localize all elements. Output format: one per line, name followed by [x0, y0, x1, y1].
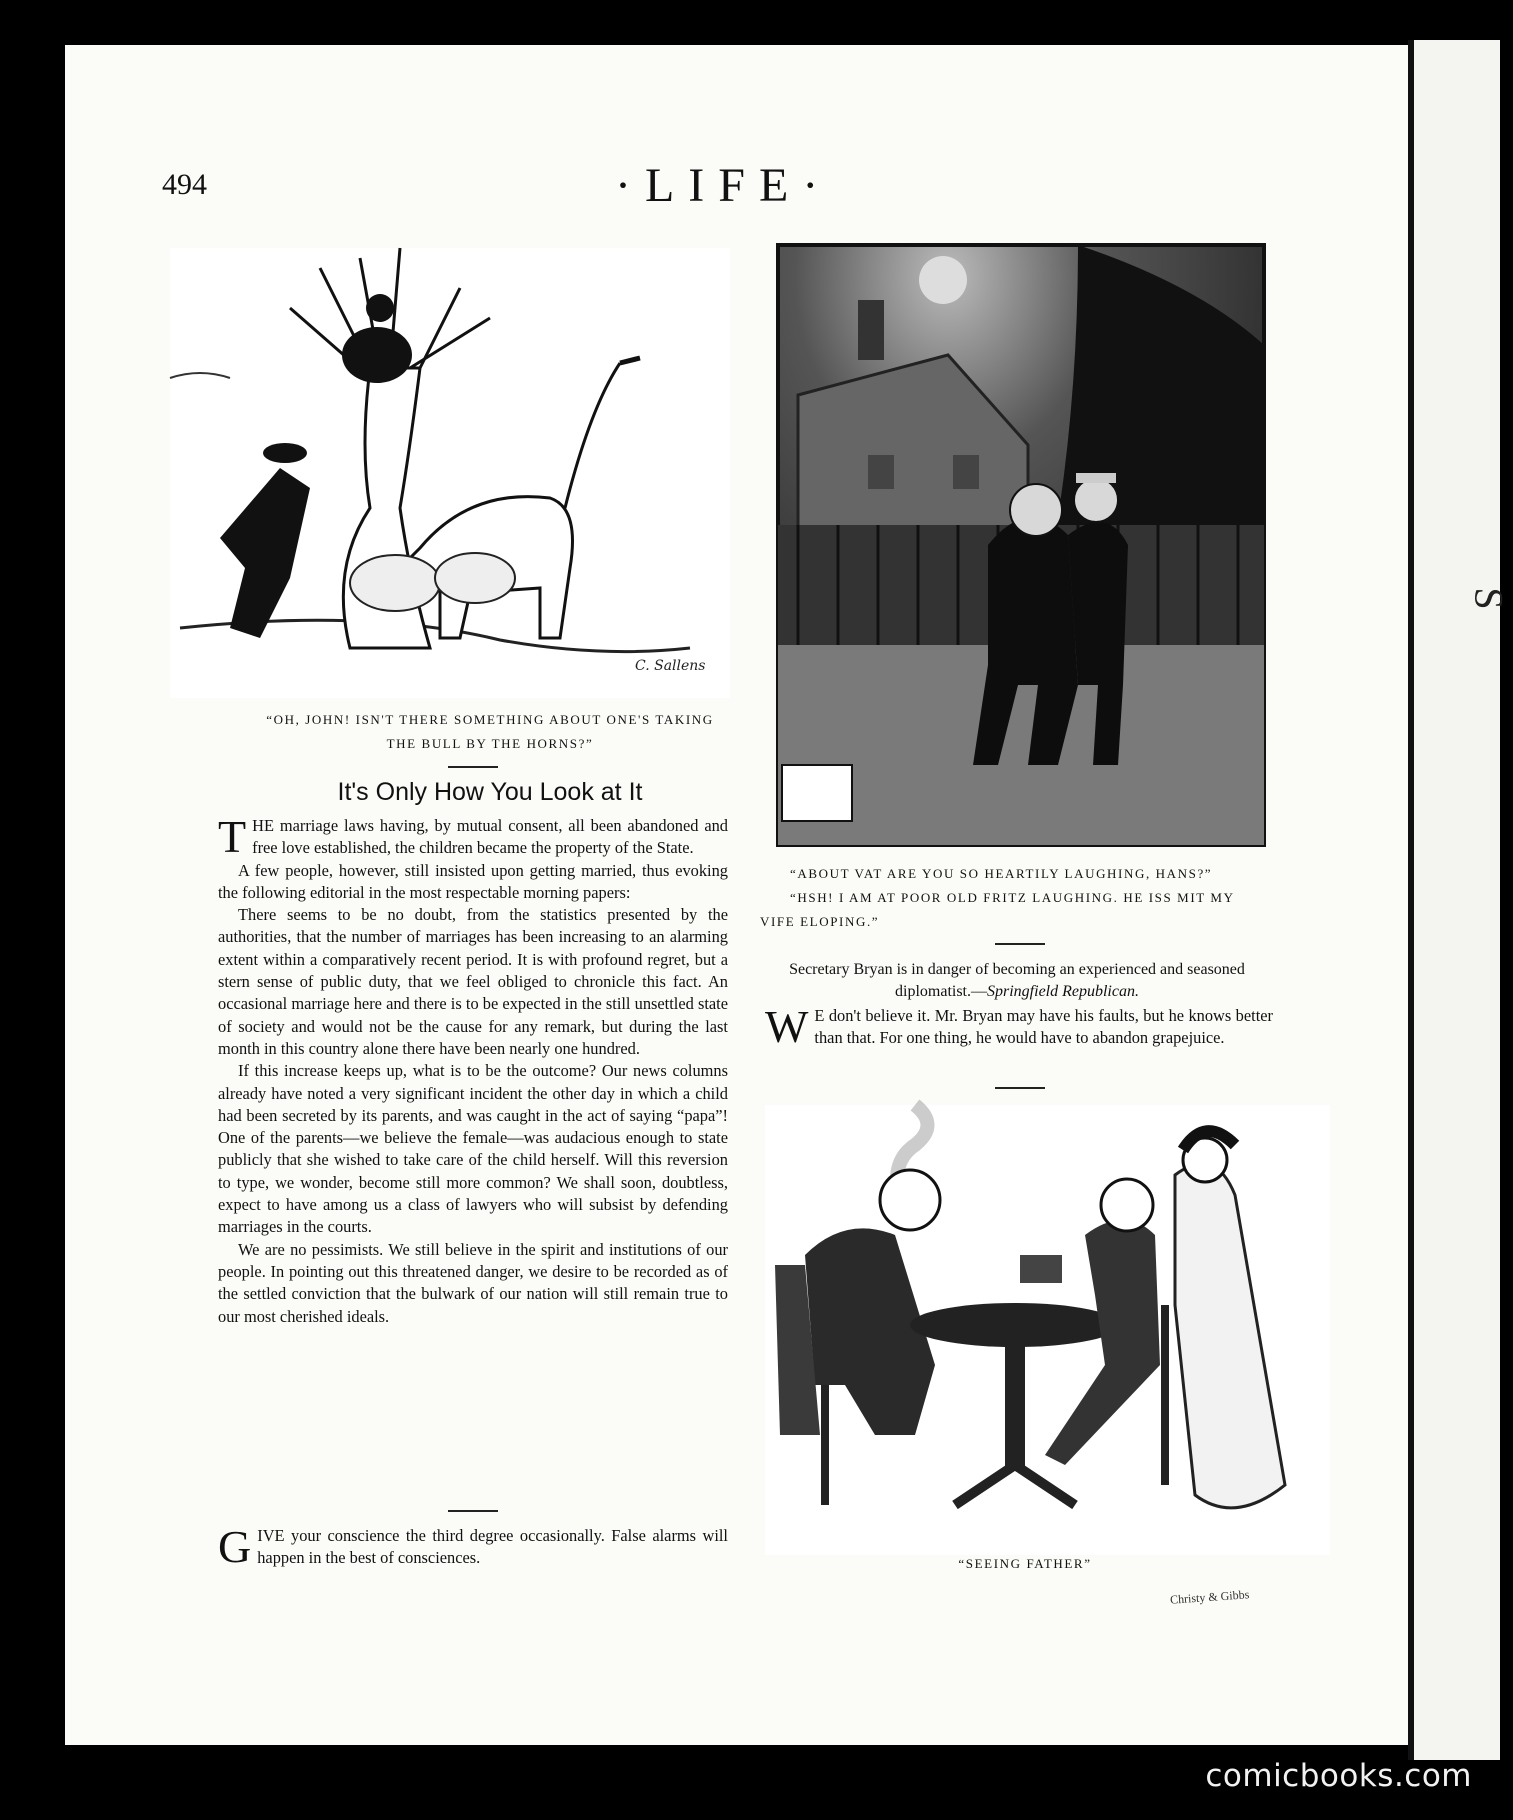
- filler-text-body: IVE your conscience the third degree occasionally. False alarms will happen in the best of consciences.: [257, 1526, 728, 1568]
- bryan-quote-source: Springfield Republican.: [987, 983, 1139, 1000]
- article-paragraph-1: [218, 811, 728, 862]
- article-paragraph-3: There seems to be no doubt, from the statistics presented by the authorities, that the number of marriages has been increasing to an alarming extent within a comparatively recent period. It is with profound regret, but a stern sense of public duty, that we feel obliged to chronicle this fact. An occasional marriage here and there is to be expected in the still unsettled state of society and would not be the cause for any remark, but during the last month in this country alone there have been nearly one hundred.: [218, 905, 728, 1058]
- bull-cartoon-illustration: [170, 248, 730, 698]
- article-paragraph-5: We are no pessimists. We still believe in the spirit and institutions of our people. In pointing out this threatened danger, we desire to be recorded as of the settled conviction that the bulwark of our nation will still remain true to our most cherished ideals.: [218, 1239, 728, 1326]
- drop-cap: W: [765, 1001, 809, 1052]
- filler-text: [218, 1521, 728, 1572]
- facing-page-edge: [1414, 40, 1500, 1760]
- svg-text:C. Sallens: C. Sallens: [635, 658, 706, 674]
- masthead: ·LIFE·: [615, 159, 833, 212]
- night-caption-line-1: “ABOUT VAT ARE YOU SO HEARTILY LAUGHING, HANS?”: [790, 866, 1213, 881]
- bull-caption-line-1: “OH, JOHN! ISN'T THERE SOMETHING ABOUT ONE'S TAKING: [266, 712, 714, 727]
- bryan-quote: [762, 959, 1272, 1003]
- divider-rule: [448, 1510, 498, 1512]
- card-game-illustration: [765, 1105, 1330, 1555]
- divider-rule: [448, 766, 498, 768]
- bryan-reply-text: [765, 1001, 1273, 1052]
- article-paragraph-2: A few people, however, still insisted upon getting married, thus evoking the following editorial in the most respectable morning papers:: [218, 860, 728, 902]
- drop-cap: T: [218, 811, 247, 862]
- night-scene-illustration: [778, 245, 1264, 845]
- divider-rule: [995, 943, 1045, 945]
- bull-caption-line-2: THE BULL BY THE HORNS?”: [386, 736, 594, 751]
- filler-paragraph: [218, 1521, 728, 1572]
- page-number: 494: [162, 168, 207, 201]
- article-paragraph-1-text: HE marriage laws having, by mutual consent, all been abandoned and free love established, the children became the property of the State.: [252, 816, 728, 858]
- article-title: It's Only How You Look at It: [337, 778, 643, 806]
- bryan-quote-text: Secretary Bryan is in danger of becoming an experienced and seasoned diplomatist.—: [789, 961, 1245, 1000]
- article-paragraph-4: If this increase keeps up, what is to be the outcome? Our news columns already have noted a very significant incident the other day in which a child had been secreted by its parents, and was caught in the act of saying “papa”! One of the parents—we believe the female—was audacious enough to state publicly that she wished to take care of the child herself. Will this reversion to type, we wonder, become still more common? We shall soon, doubtless, expect to have among us a class of lawyers who will subsist by defending marriages in the courts.: [218, 1061, 728, 1237]
- bull-cartoon-caption: [230, 708, 750, 756]
- night-caption-line-2: “HSH! I AM AT POOR OLD FRITZ LAUGHING. HE ISS MIT MY VIFE ELOPING.”: [760, 890, 1235, 929]
- divider-rule: [995, 1087, 1045, 1089]
- night-scene-caption: [760, 862, 1270, 934]
- bryan-reply-body: E don't believe it. Mr. Bryan may have his faults, but he knows better than that. For one thing, he would have to abandon grapejuice.: [814, 1006, 1273, 1048]
- facing-page-fragment: S: [1466, 587, 1512, 610]
- drop-cap: G: [218, 1521, 252, 1572]
- bryan-reply: [765, 1001, 1273, 1052]
- article-body: [218, 811, 728, 1328]
- site-watermark: comicbooks.com: [1205, 1758, 1472, 1794]
- card-game-caption: “SEEING FATHER”: [958, 1556, 1092, 1571]
- artist-signature: Christy & Gibbs: [1169, 1587, 1250, 1607]
